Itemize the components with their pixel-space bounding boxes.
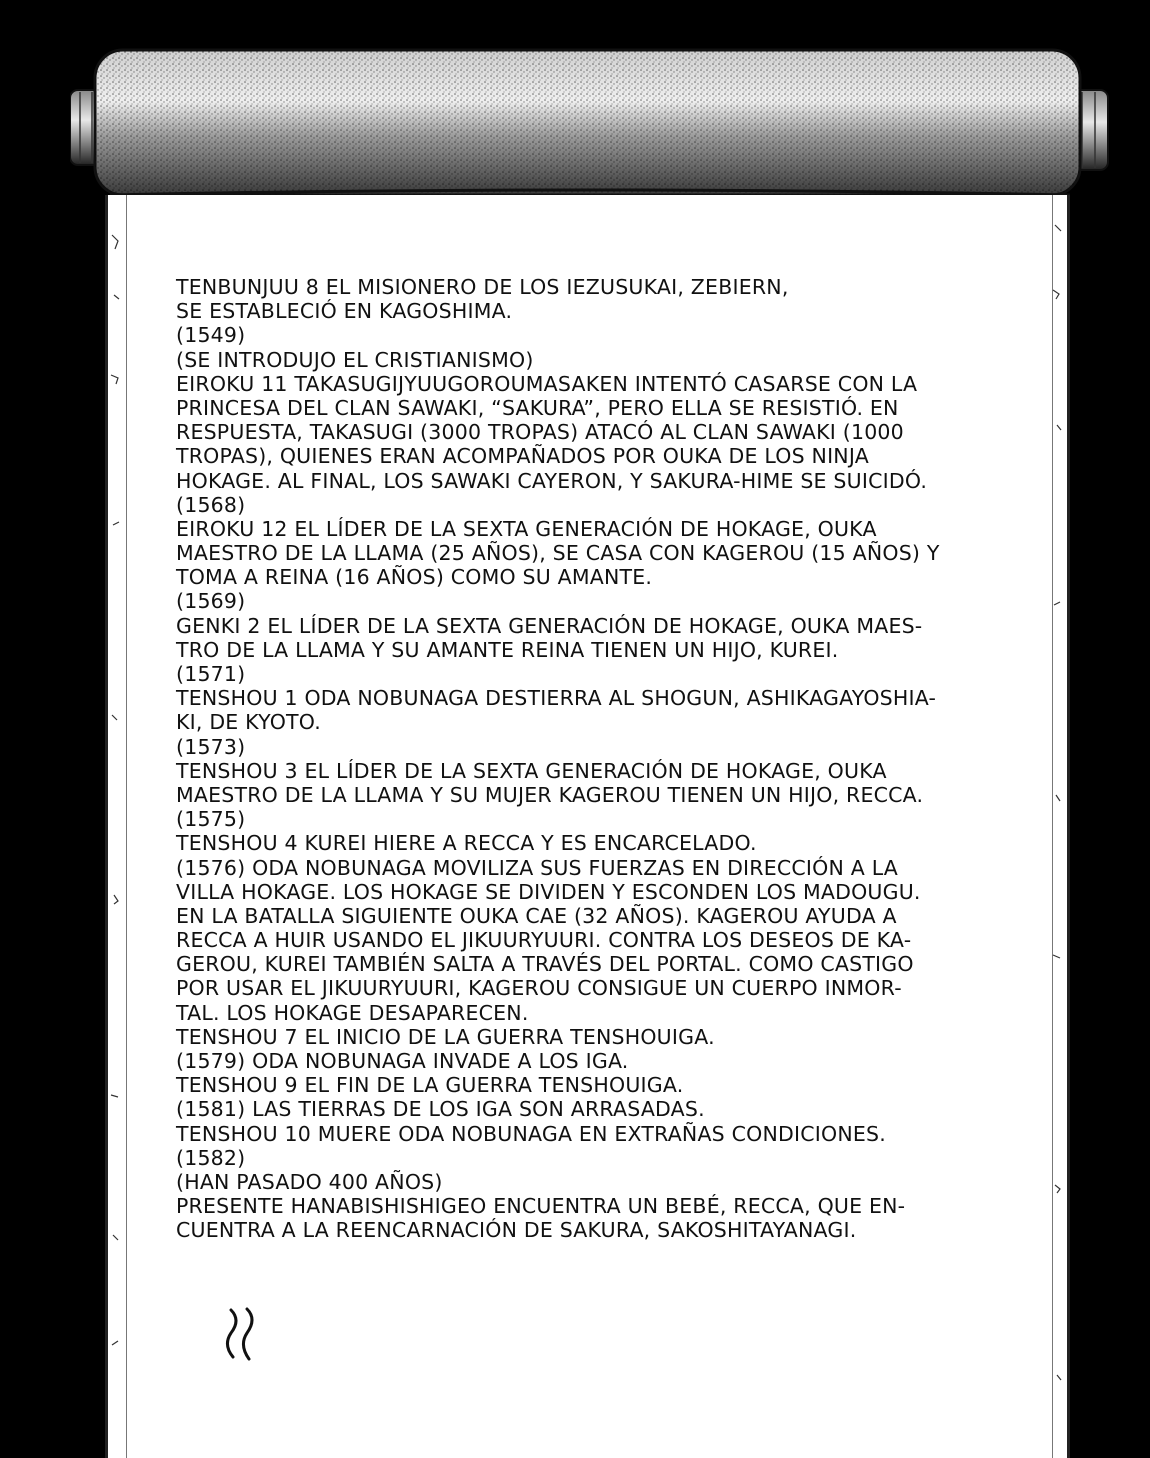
paper-left-texture [108, 195, 130, 1458]
history-text-line: TRO DE LA LLAMA Y SU AMANTE REINA TIENEN UN HIJO, KUREI. [176, 637, 839, 662]
history-text-line: MAESTRO DE LA LLAMA (25 AÑOS), SE CASA CON KAGEROU (15 AÑOS) Y [176, 541, 940, 566]
history-text-line: CUENTRA A LA REENCARNACIÓN DE SAKURA, SAKOSHITAYANAGI. [176, 1218, 857, 1243]
history-text-line: (1569) [176, 589, 246, 614]
history-text-line: POR USAR EL JIKUURYUURI, KAGEROU CONSIGUE UN CUERPO INMOR- [176, 976, 902, 1001]
history-text-line: TENSHOU 7 EL INICIO DE LA GUERRA TENSHOUIGA. [176, 1024, 715, 1049]
history-text-line: TENSHOU 1 ODA NOBUNAGA DESTIERRA AL SHOGUN, ASHIKAGAYOSHIA- [176, 686, 937, 711]
history-text-line: TENSHOU 9 EL FIN DE LA GUERRA TENSHOUIGA. [176, 1073, 684, 1098]
history-text-line: RESPUESTA, TAKASUGI (3000 TROPAS) ATACÓ AL CLAN SAWAKI (1000 [176, 420, 904, 445]
history-text-line: GENKI 2 EL LÍDER DE LA SEXTA GENERACIÓN DE HOKAGE, OUKA MAES- [176, 613, 923, 638]
history-text-line: (SE INTRODUJO EL CRISTIANISMO) [176, 347, 534, 372]
history-text-block [176, 275, 1036, 1243]
history-text-line: (1582) [176, 1145, 246, 1170]
history-text-line: PRINCESA DEL CLAN SAWAKI, “SAKURA”, PERO ELLA SE RESISTIÓ. EN [176, 395, 899, 420]
scroll-paper [105, 195, 1070, 1458]
history-text-line: PRESENTE HANABISHISHIGEO ENCUENTRA UN BEBÉ, RECCA, QUE EN- [176, 1194, 906, 1219]
history-text-line: TENSHOU 10 MUERE ODA NOBUNAGA EN EXTRAÑAS CONDICIONES. [176, 1121, 886, 1146]
history-text-line: HOKAGE. AL FINAL, LOS SAWAKI CAYERON, Y SAKURA-HIME SE SUICIDÓ. [176, 468, 928, 493]
history-text-line: GEROU, KUREI TAMBIÉN SALTA A TRAVÉS DEL PORTAL. COMO CASTIGO [176, 952, 914, 977]
history-text-line: (HAN PASADO 400 AÑOS) [176, 1169, 443, 1194]
roller-body [95, 50, 1080, 195]
history-text-line: (1573) [176, 734, 246, 759]
history-text-line: EIROKU 12 EL LÍDER DE LA SEXTA GENERACIÓN DE HOKAGE, OUKA [176, 516, 877, 541]
history-text-line: (1568) [176, 492, 246, 517]
history-text-line: (1549) [176, 323, 246, 348]
history-text-line: EIROKU 11 TAKASUGIJYUUGOROUMASAKEN INTENTÓ CASARSE CON LA [176, 371, 918, 396]
scroll-roller [70, 45, 1110, 205]
history-text-line: (1576) ODA NOBUNAGA MOVILIZA SUS FUERZAS EN DIRECCIÓN A LA [176, 855, 899, 880]
history-text-line: KI, DE KYOTO. [176, 710, 321, 735]
history-text-line: VILLA HOKAGE. LOS HOKAGE SE DIVIDEN Y ESCONDEN LOS MADOUGU. [176, 879, 921, 904]
sound-effect-squiggle [223, 1305, 263, 1365]
history-text-line: MAESTRO DE LA LLAMA Y SU MUJER KAGEROU TIENEN UN HIJO, RECCA. [176, 782, 924, 807]
history-text-line: TENBUNJUU 8 EL MISIONERO DE LOS IEZUSUKAI, ZEBIERN, [176, 275, 789, 299]
history-text-line: TENSHOU 4 KUREI HIERE A RECCA Y ES ENCARCELADO. [176, 831, 757, 856]
history-text-line: (1579) ODA NOBUNAGA INVADE A LOS IGA. [176, 1049, 629, 1073]
history-text-line: TENSHOU 3 EL LÍDER DE LA SEXTA GENERACIÓN DE HOKAGE, OUKA [176, 758, 887, 783]
history-text-line: (1575) [176, 807, 246, 832]
history-text-line: (1581) LAS TIERRAS DE LOS IGA SON ARRASADAS. [176, 1097, 705, 1122]
history-text-line: SE ESTABLECIÓ EN KAGOSHIMA. [176, 299, 513, 324]
history-text-line: EN LA BATALLA SIGUIENTE OUKA CAE (32 AÑOS). KAGEROU AYUDA A [176, 903, 897, 928]
history-text-line: TOMA A REINA (16 AÑOS) COMO SU AMANTE. [176, 565, 653, 590]
paper-right-texture [1045, 195, 1067, 1458]
history-text-line: (1571) [176, 662, 246, 686]
history-text-line: RECCA A HUIR USANDO EL JIKUURYUURI. CONTRA LOS DESEOS DE KA- [176, 928, 912, 953]
history-text-line: TROPAS), QUIENES ERAN ACOMPAÑADOS POR OUKA DE LOS NINJA [176, 444, 869, 469]
history-text-line: TAL. LOS HOKAGE DESAPARECEN. [176, 1000, 529, 1025]
